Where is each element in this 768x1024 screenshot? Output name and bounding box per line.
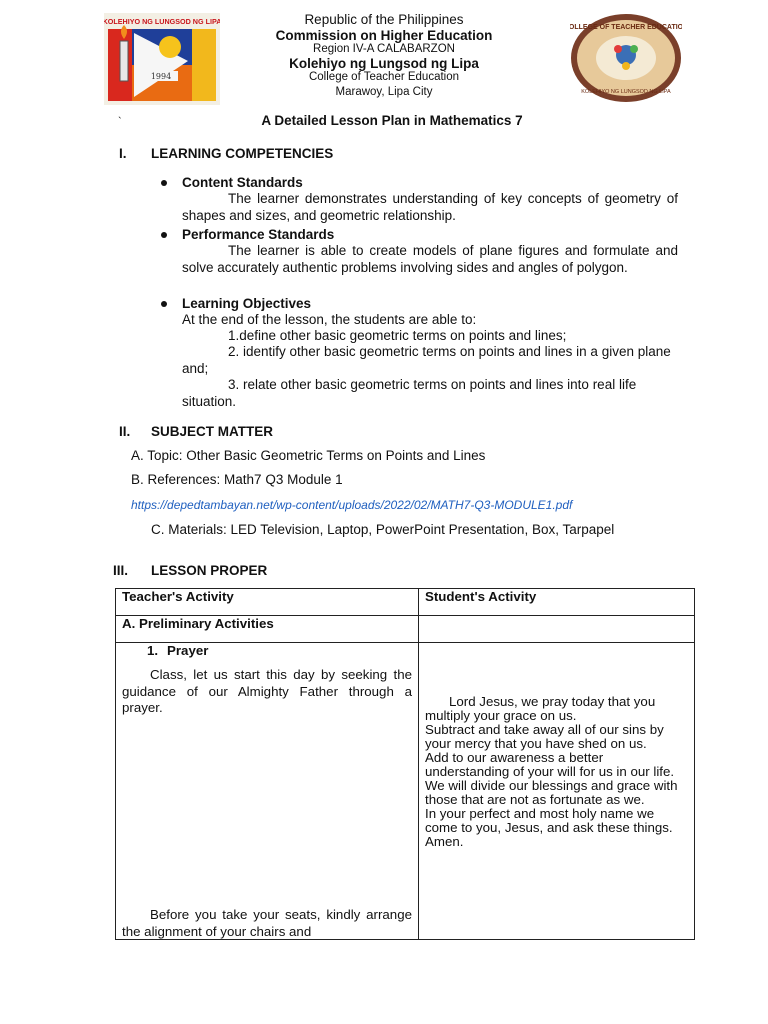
section-3-title: LESSON PROPER: [151, 563, 268, 578]
materials-line: C. Materials: LED Television, Laptop, PowerPoint Presentation, Box, Tarpapel: [151, 522, 615, 537]
seal-sub: KOLEHIYO NG LUNGSOD NG LIPA: [581, 89, 671, 95]
section-2-title: SUBJECT MATTER: [151, 424, 274, 439]
prayer-number: 1.: [147, 643, 159, 658]
student-prayer-cell: [419, 643, 695, 940]
performance-standards-text: The learner is able to create models of plane figures and formulate and solve accurately authentic problems involving sides and angles of polygon.: [182, 243, 678, 275]
objectives-intro: At the end of the lesson, the students are able to:: [182, 312, 477, 327]
header-ched: Commission on Higher Education: [275, 28, 493, 43]
content-standards-title: Content Standards: [182, 175, 303, 190]
bullet-icon: [161, 180, 167, 186]
teacher-prayer-text: Class, let us start this day by seeking the guidance of our Almighty Father through a prayer.: [122, 667, 412, 715]
learning-objectives-title: Learning Objectives: [182, 296, 312, 311]
seal-name: COLLEGE OF TEACHER EDUCATION: [570, 24, 682, 31]
topic-line: A. Topic: Other Basic Geometric Terms on Points and Lines: [131, 448, 486, 463]
section-1-title: LEARNING COMPETENCIES: [151, 146, 334, 161]
header-school: Kolehiyo ng Lungsod ng Lipa: [289, 56, 479, 71]
objective-3: 3. relate other basic geometric terms on points and lines into real life situation.: [182, 377, 637, 409]
prayer-line: Subtract and take away all of our sins by your mercy that you have shed on us.: [425, 722, 664, 751]
objective-1: 1.define other basic geometric terms on points and lines;: [228, 328, 567, 343]
student-activity-header: Student's Activity: [419, 589, 695, 616]
content-standards-text: The learner demonstrates understanding of key concepts of geometry of shapes and sizes, and geometric relationship.: [182, 191, 678, 223]
prayer-line: Lord Jesus, we pray today that you multiply your grace on us.: [425, 694, 656, 723]
logo-name: KOLEHIYO NG LUNGSOD NG LIPA: [104, 17, 220, 26]
teacher-activity-header: Teacher's Activity: [116, 589, 419, 616]
lesson-table: [115, 588, 695, 940]
objective-2: 2. identify other basic geometric terms on points and lines in a given plane and;: [182, 344, 671, 376]
header-address: Marawoy, Lipa City: [335, 86, 433, 98]
prayer-line: Add to our awareness a better understanding of your will for us in our life.: [425, 750, 675, 779]
section-3-number: III.: [113, 563, 129, 578]
bullet-icon: [161, 301, 167, 307]
teacher-next-text: Before you take your seats, kindly arrange the alignment of your chairs and: [122, 907, 412, 939]
prayer-line: We will divide our blessings and grace with those that are not as fortunate as we.: [425, 778, 678, 807]
header-region: Region IV-A CALABARZON: [313, 43, 455, 55]
student-prayer: [425, 695, 687, 849]
performance-standards-title: Performance Standards: [182, 227, 335, 242]
section-2-number: II.: [119, 424, 131, 439]
prayer-line: In your perfect and most holy name we come to you, Jesus, and ask these things. Amen.: [425, 806, 673, 849]
references-line: B. References: Math7 Q3 Module 1: [131, 472, 343, 487]
header-college: College of Teacher Education: [308, 71, 460, 83]
document-title: A Detailed Lesson Plan in Mathematics 7: [261, 113, 523, 128]
empty-cell: [419, 616, 695, 643]
section-1-number: I.: [119, 146, 127, 161]
header-republic: Republic of the Philippines: [304, 12, 464, 27]
teacher-prayer-cell: [116, 643, 419, 940]
reference-link[interactable]: https://depedtambayan.net/wp-content/uploads/2022/02/MATH7-Q3-MODULE1.pdf: [131, 498, 573, 512]
logo-year: 1994: [150, 72, 172, 81]
bullet-icon: [161, 232, 167, 238]
prayer-title: Prayer: [167, 643, 209, 658]
preliminary-activities: A. Preliminary Activities: [116, 616, 419, 643]
stray-mark: `: [118, 116, 122, 128]
